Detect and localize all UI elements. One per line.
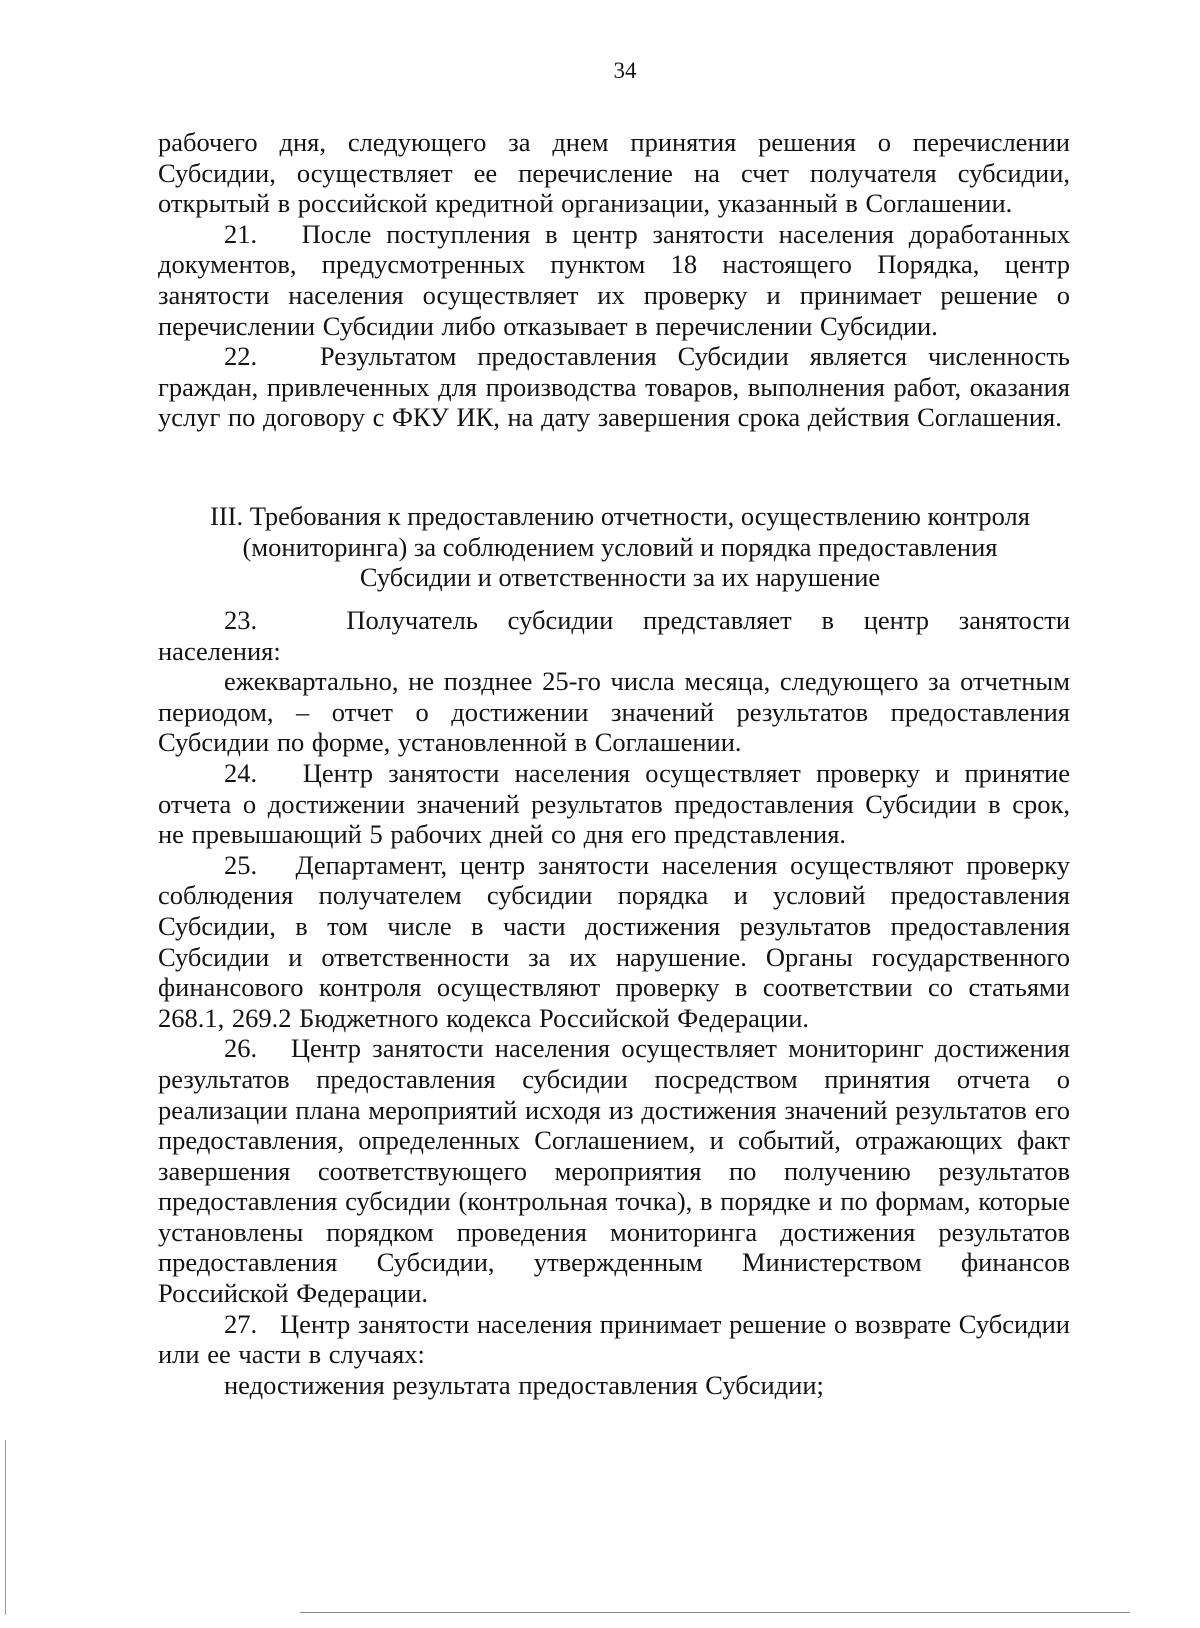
- section-heading-line-2: (мониторинга) за соблюдением условий и порядка предоставления: [242, 531, 998, 562]
- scan-bottom-line: [300, 1612, 1130, 1613]
- paragraph-23-line-1: 23. Получатель субсидии представляет в центр занятости: [224, 605, 1070, 635]
- paragraphs-top: [158, 127, 1070, 433]
- paragraph-22: 22. Результатом предоставления Субсидии является численность граждан, привлеченных для производства товаров, выполнения работ, оказания услуг по договору с ФКУ ИК, на дату завершения срока действия Соглашения.: [158, 341, 1070, 433]
- section-heading-line-1: III. Требования к предоставлению отчетности, осуществлению контроля: [210, 501, 1030, 531]
- paragraph-23-subitem: ежеквартально, не позднее 25-го числа месяца, следующего за отчетным периодом, – отчет о достижении значений результатов предоставления Субсидии по форме, установленной в Соглашении.: [158, 666, 1070, 758]
- paragraphs-bottom: [158, 605, 1070, 1400]
- paragraph-27-subitem: недостижения результата предоставления Субсидии;: [224, 1369, 824, 1400]
- scan-edge-line: [5, 1440, 6, 1615]
- paragraph-23-line-2: населения:: [158, 635, 281, 666]
- paragraph-27: 27. Центр занятости населения принимает решение о возврате Субсидии или ее части в случаях:: [158, 1308, 1070, 1370]
- page-number: 34: [613, 58, 637, 83]
- paragraph-25: 25. Департамент, центр занятости населения осуществляют проверку соблюдения получателем субсидии порядка и условий предоставления Субсидии, в том числе в части достижения результатов предоставления Субсидии и ответственности за их нарушение. Органы государственного финансового контроля осуществляют проверку в соответствии со статьями 268.1, 269.2 Бюджетного кодекса Российской Федерации.: [158, 849, 1070, 1033]
- section-heading: [150, 501, 1090, 593]
- paragraph-continuation: рабочего дня, следующего за днем принятия решения о перечислении Субсидии, осуществляет ее перечисление на счет получателя субсидии, открытый в российской кредитной организации, указанный в Соглашении.: [158, 127, 1070, 219]
- paragraph-26: 26. Центр занятости населения осуществляет мониторинг достижения результатов предоставления субсидии посредством принятия отчета о реализации плана мероприятий исходя из достижения значений результатов его предоставления, определенных Соглашением, и событий, отражающих факт завершения соответствующего мероприятия по получению результатов предоставления субсидии (контрольная точка), в порядке и по формам, которые установлены порядком проведения мониторинга достижения результатов предоставления Субсидии, утвержденным Министерством финансов Российской Федерации.: [158, 1033, 1070, 1309]
- paragraph-24: 24. Центр занятости населения осуществляет проверку и принятие отчета о достижении значений результатов предоставления Субсидии в срок, не превышающий 5 рабочих дней со дня его представления.: [158, 757, 1070, 850]
- paragraph-21: 21. После поступления в центр занятости населения доработанных документов, предусмотренных пунктом 18 настоящего Порядка, центр занятости населения осуществляет их проверку и принимает решение о перечислении Субсидии либо отказывает в перечислении Субсидии.: [158, 218, 1070, 341]
- section-heading-line-3: Субсидии и ответственности за их нарушение: [359, 562, 881, 593]
